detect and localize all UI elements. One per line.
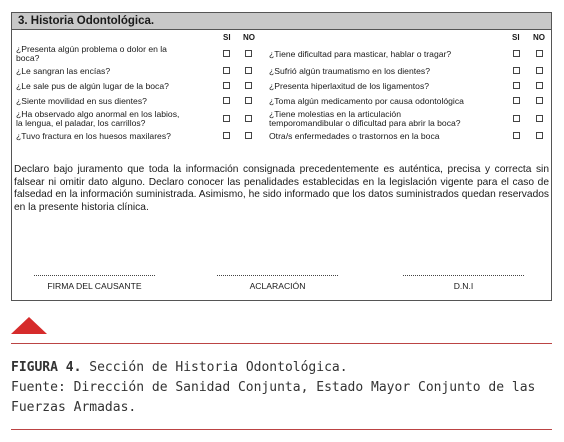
checkbox-si[interactable] — [513, 67, 520, 74]
question-text — [16, 110, 179, 128]
question-line: ¿Tiene molestias en la articulación — [269, 109, 401, 119]
question-line: ¿Presenta hiperlaxitud de los ligamentos? — [269, 80, 430, 91]
checkbox-si[interactable] — [223, 67, 230, 74]
col-si-left: SI — [223, 33, 231, 42]
question-row — [269, 64, 505, 78]
question-text — [16, 45, 167, 63]
checkbox-si[interactable] — [513, 50, 520, 57]
question-row — [269, 109, 505, 129]
question-row — [16, 79, 212, 93]
question-text — [269, 97, 464, 106]
checkbox-si[interactable] — [223, 115, 230, 122]
col-no-left: NO — [243, 33, 255, 42]
question-text — [269, 50, 451, 59]
question-text — [16, 82, 169, 91]
checkbox-si[interactable] — [513, 97, 520, 104]
question-line: ¿Sufrió algún traumatismo en los dientes? — [269, 65, 430, 76]
signature-label-firma: FIRMA DEL CAUSANTE — [47, 281, 142, 291]
question-line: ¿Siente movilidad en sus dientes? — [16, 95, 147, 106]
caption-label: FIGURA 4. — [11, 360, 82, 375]
question-line: temporomandibular o dificultad para abrir la boca? — [269, 118, 461, 128]
checkbox-no[interactable] — [536, 82, 543, 89]
figure-caption — [11, 358, 556, 418]
signature-label-dni: D.N.I — [453, 281, 474, 291]
question-text — [16, 97, 147, 106]
question-text — [269, 67, 430, 76]
col-no-right: NO — [533, 33, 545, 42]
question-row — [269, 129, 505, 143]
question-row — [16, 45, 212, 63]
question-line: ¿Ha observado algo anormal en los labios, — [16, 109, 180, 119]
triangle-marker-icon — [11, 317, 47, 334]
checkbox-no[interactable] — [245, 82, 252, 89]
checkbox-si[interactable] — [223, 97, 230, 104]
question-line: la lengua, el paladar, los carrillos? — [16, 118, 146, 128]
col-si-right: SI — [512, 33, 520, 42]
question-text — [16, 67, 110, 76]
checkbox-no[interactable] — [245, 115, 252, 122]
checkbox-no[interactable] — [245, 50, 252, 57]
checkbox-no[interactable] — [536, 50, 543, 57]
checkbox-si[interactable] — [513, 82, 520, 89]
checkbox-no[interactable] — [536, 67, 543, 74]
checkbox-si[interactable] — [223, 50, 230, 57]
question-row — [269, 94, 505, 108]
question-line: ¿Toma algún medicamento por causa odontológica — [269, 95, 464, 106]
checkbox-no[interactable] — [536, 115, 543, 122]
question-line: ¿Le sangran las encías? — [16, 65, 111, 76]
question-row — [16, 129, 212, 143]
section-title: 3. Historia Odontológica. — [12, 13, 551, 30]
checkbox-no[interactable] — [536, 132, 543, 139]
signature-line-firma[interactable] — [34, 275, 155, 276]
caption-top-rule — [11, 343, 552, 344]
question-text — [16, 132, 171, 141]
question-line: ¿Presenta algún problema o dolor en la — [16, 44, 167, 54]
question-text — [269, 110, 461, 128]
question-line: ¿Le sale pus de algún lugar de la boca? — [16, 80, 169, 91]
signature-line-dni[interactable] — [403, 275, 524, 276]
checkbox-si[interactable] — [513, 115, 520, 122]
checkbox-no[interactable] — [536, 97, 543, 104]
caption-title: Sección de Historia Odontológica. — [81, 360, 348, 375]
question-line: ¿Tiene dificultad para masticar, hablar o tragar? — [269, 48, 452, 59]
caption-bottom-rule — [11, 429, 552, 430]
question-line: boca? — [16, 53, 40, 63]
checkbox-si[interactable] — [223, 82, 230, 89]
question-row — [269, 79, 505, 93]
question-row — [269, 45, 505, 63]
question-line: ¿Tuvo fractura en los huesos maxilares? — [16, 130, 171, 141]
question-row — [16, 109, 212, 129]
question-row — [16, 64, 212, 78]
signature-label-aclaracion: ACLARACIÓN — [249, 281, 306, 291]
sworn-declaration: Declaro bajo juramento que toda la información consignada precedentemente es auténtica, precisa y correcta sin falsear ni omitir dato alguno. Declaro conocer las penalidades establecidas en la legislación vigente para el caso de falsedad en la información suministrada. Asimismo, he sido informado que los datos suministrados quedan reservados en la presente historia clínica. — [14, 164, 549, 213]
checkbox-no[interactable] — [245, 132, 252, 139]
question-line: Otra/s enfermedades o trastornos en la boca — [269, 130, 440, 141]
question-text — [269, 132, 440, 141]
question-row — [16, 94, 212, 108]
dental-history-form — [11, 12, 552, 301]
checkbox-no[interactable] — [245, 67, 252, 74]
signature-line-aclaracion[interactable] — [217, 275, 338, 276]
checkbox-no[interactable] — [245, 97, 252, 104]
checkbox-si[interactable] — [223, 132, 230, 139]
caption-source: Fuente: Dirección de Sanidad Conjunta, Estado Mayor Conjunto de las Fuerzas Armadas. — [11, 380, 536, 415]
checkbox-si[interactable] — [513, 132, 520, 139]
question-text — [269, 82, 429, 91]
